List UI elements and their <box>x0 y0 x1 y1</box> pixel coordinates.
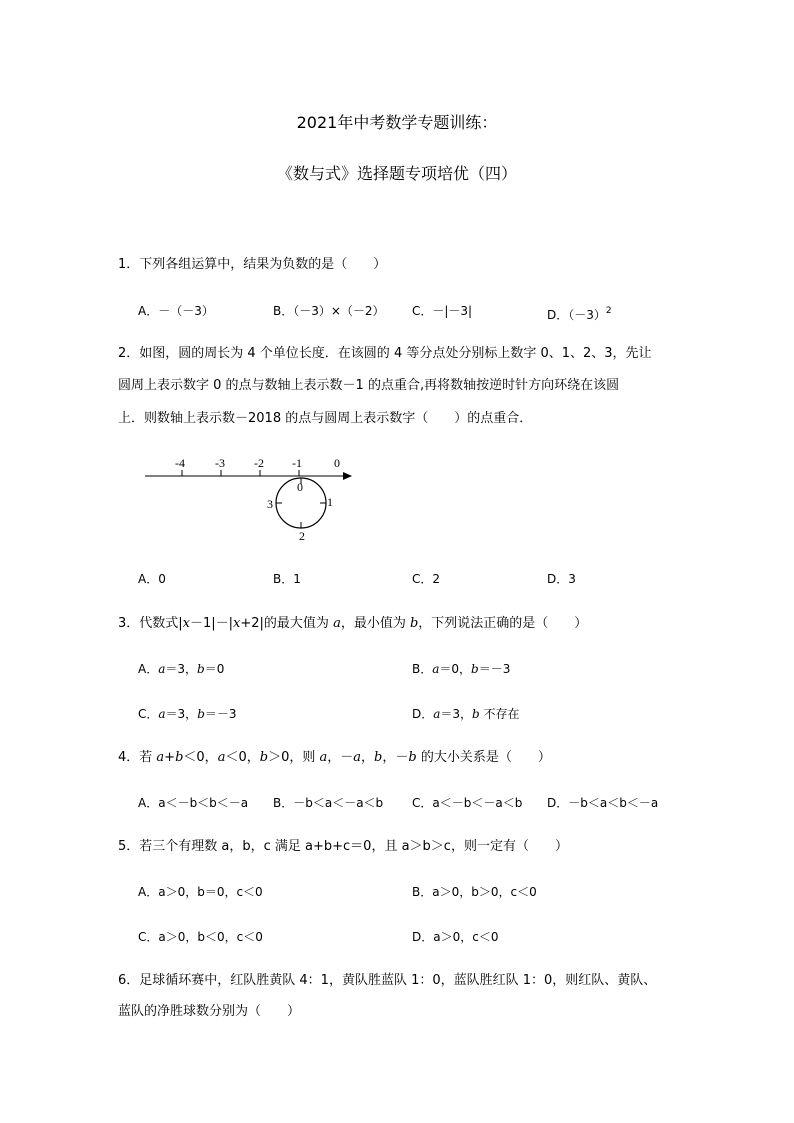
q3-option-b[interactable]: B．a＝0，b＝－3 <box>412 662 511 676</box>
q2-stem-line-2: 圆周上表示数字 0 的点与数轴上表示数－1 的点重合,再将数轴按逆时针方向环绕在该圆 <box>118 378 620 393</box>
q6-stem-line-2: 蓝队的净胜球数分别为（ ） <box>118 1004 301 1019</box>
q3-option-c[interactable]: C．a＝3，b＝－3 <box>138 707 237 721</box>
q5-option-a[interactable]: A．a＞0，b＝0，c＜0 <box>138 885 263 899</box>
circle-label-0: 0 <box>297 480 303 494</box>
q2-stem-line-3: 上．则数轴上表示数－2018 的点与圆周上表示数字（ ）的点重合． <box>118 411 533 426</box>
q2-option-b[interactable]: B．1 <box>273 572 301 586</box>
q4-option-b[interactable]: B．－b＜a＜－a＜b <box>273 796 384 810</box>
axis-label-minus-4: -4 <box>175 456 185 470</box>
q1-option-d[interactable] <box>547 303 612 323</box>
number-line-arrow-icon <box>343 472 352 480</box>
q3-stem: 3．代数式|x－1|－|x+2|的最大值为 a，最小值为 b，下列说法正确的是（ ） <box>118 616 588 631</box>
q2-option-d[interactable]: D．3 <box>547 572 576 586</box>
q1-option-b[interactable]: B．（－3）×（－2） <box>273 304 385 318</box>
q5-option-d[interactable]: D．a＞0，c＜0 <box>412 930 499 944</box>
number-line-circle-figure <box>140 450 370 550</box>
q1-stem: 1．下列各组运算中，结果为负数的是（ ） <box>118 257 387 272</box>
q5-option-b[interactable]: B．a＞0，b＞0，c＜0 <box>412 885 537 899</box>
axis-label-minus-1: -1 <box>292 456 302 470</box>
q2-option-c[interactable]: C．2 <box>412 572 441 586</box>
q4-stem: 4．若 a+b＜0，a＜0，b＞0，则 a，－a，b，－b 的大小关系是（ ） <box>118 750 551 765</box>
circle-label-3: 3 <box>267 497 273 511</box>
axis-label-minus-2: -2 <box>254 456 264 470</box>
q1-option-a[interactable]: A．－（－3） <box>138 304 214 318</box>
q2-option-a[interactable]: A．0 <box>138 572 166 586</box>
q1-option-c[interactable]: C．－|－3| <box>412 304 473 318</box>
q3-option-a[interactable]: A．a＝3，b＝0 <box>138 662 225 676</box>
title-line-2: 《数与式》选择题专项培优（四） <box>276 164 517 183</box>
q5-option-c[interactable]: C．a＞0，b＜0，c＜0 <box>138 930 263 944</box>
q1-option-d-exponent: 2 <box>605 306 612 316</box>
axis-label-minus-3: -3 <box>215 456 225 470</box>
q6-stem-line-1: 6．足球循环赛中，红队胜黄队 4：1，黄队胜蓝队 1：0，蓝队胜红队 1：0，则红队、黄队、 <box>118 973 657 988</box>
title-line-1: 2021年中考数学专题训练： <box>296 113 498 132</box>
axis-label-0: 0 <box>334 456 340 470</box>
circle-label-2: 2 <box>299 529 305 543</box>
q2-stem-line-1: 2．如图，圆的周长为 4 个单位长度．在该圆的 4 等分点处分别标上数字 0、1、2、3，先让 <box>118 346 652 361</box>
q4-option-a[interactable]: A．a＜－b＜b＜－a <box>138 796 249 810</box>
q3-option-d[interactable]: D．a＝3，b 不存在 <box>412 707 520 721</box>
q1-option-d-base: D．（－3） <box>547 308 606 322</box>
q5-stem: 5．若三个有理数 a，b，c 满足 a+b+c＝0，且 a＞b＞c，则一定有（ ） <box>118 839 568 854</box>
circle-label-1: 1 <box>327 495 333 509</box>
q4-option-c[interactable]: C．a＜－b＜－a＜b <box>412 796 523 810</box>
q4-option-d[interactable]: D．－b＜a＜b＜－a <box>547 796 659 810</box>
